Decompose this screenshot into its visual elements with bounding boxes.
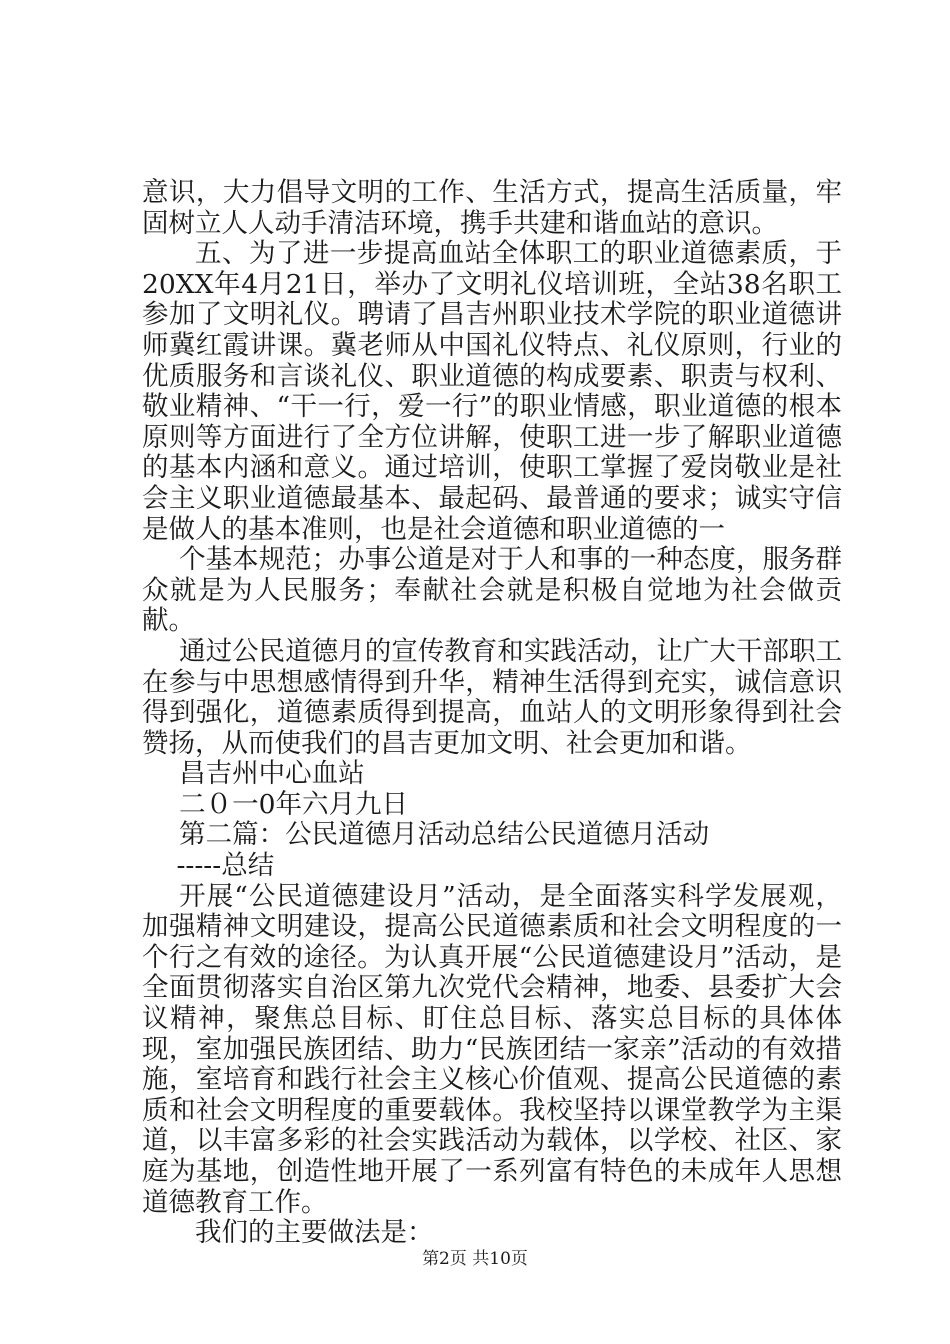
paragraph-4: 通过公民道德月的宣传教育和实践活动，让广大干部职工在参与中思想感情得到升华，精神生活得到充实，诚信意识得到强化，道德素质得到提高，血站人的文明形象得到社会赞扬，从而使我们的昌吉更加文明、社会更加和谐。 <box>142 635 842 759</box>
paragraph-1: 意识，大力倡导文明的工作、生活方式，提高生活质量，牢固树立人人动手清洁环境，携手共建和谐血站的意识。 <box>142 177 842 239</box>
page-number-footer: 第2页 共10页 <box>422 1249 528 1269</box>
paragraph-3: 个基本规范；办事公道是对于人和事的一种态度，服务群众就是为人民服务；奉献社会就是积极自觉地为社会做贡献。 <box>142 544 842 637</box>
paragraph-5: 开展“公民道德建设月”活动，是全面落实科学发展观，加强精神文明建设，提高公民道德素质和社会文明程度的一个行之有效的途径。为认真开展“公民道德建设月”活动，是全面贯彻落实自治区第九次党代会精神，地委、县委扩大会议精神，聚焦总目标、盯住总目标、落实总目标的具体体现，室加强民族团结、助力“民族团结一家亲”活动的有效措施，室培育和践行社会主义核心价值观、提高公民道德的素质和社会文明程度的重要载体。我校坚持以课堂教学为主渠道，以丰富多彩的社会实践活动为载体，以学校、社区、家庭为基地，创造性地开展了一系列富有特色的未成年人思想道德教育工作。 <box>142 880 842 1218</box>
signature-date: 二０一0年六月九日 <box>179 788 408 820</box>
section-heading: 第二篇：公民道德月活动总结公民道德月活动 <box>179 819 710 851</box>
document-body <box>142 178 842 1249</box>
paragraph-6: 我们的主要做法是： <box>195 1217 434 1249</box>
paragraph-2: 五、为了进一步提高血站全体职工的职业道德素质，于20XX年4月21日，举办了文明礼仪培训班，全站38名职工参加了文明礼仪。聘请了昌吉州职业技术学院的职业道德讲师冀红霞讲课。冀老师从中国礼仪特点、礼仪原则，行业的优质服务和言谈礼仪、职业道德的构成要素、职责与权利、敬业精神、“干一行，爱一行”的职业情感，职业道德的根本原则等方面进行了全方位讲解，使职工进一步了解职业道德的基本内涵和意义。通过培训，使职工掌握了爱岗敬业是社会主义职业道德最基本、最起码、最普通的要求；诚实守信是做人的基本准则，也是社会道德和职业道德的一 <box>142 238 842 545</box>
section-subheading: -----总结 <box>176 850 275 882</box>
signature-organization: 昌吉州中心血站 <box>179 758 365 790</box>
